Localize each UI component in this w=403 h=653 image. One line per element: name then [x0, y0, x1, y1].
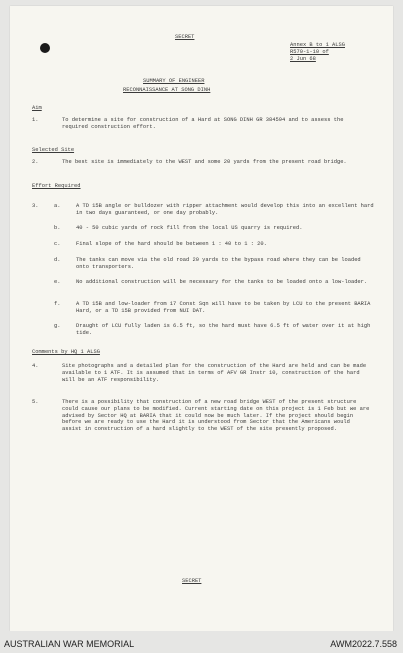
item-text: The tanks can move via the old road 20 yards to the bypass road where they can be loaded onto transporters.: [76, 257, 361, 270]
archive-reference: AWM2022.7.558: [330, 639, 397, 649]
paragraph-number: 3.: [32, 203, 39, 209]
archive-institution: AUSTRALIAN WAR MEMORIAL: [4, 639, 135, 649]
item-letter: g.: [54, 323, 61, 329]
paragraph-number: 5.: [32, 399, 39, 405]
item-text: 40 - 50 cubic yards of rock fill from the local US quarry is required.: [76, 225, 303, 231]
paragraph-number: 4.: [32, 363, 39, 369]
punch-hole: [40, 43, 50, 53]
item-text: No additional construction will be necessary for the tanks to be loaded onto a low-loader.: [76, 279, 368, 285]
title-line-1: SUMMARY OF ENGINEER: [143, 78, 205, 84]
item-letter: d.: [54, 257, 61, 263]
item-text: Draught of LCU fully laden is 6.5 ft, so the hard must have 6.5 ft of water over it at high tide.: [76, 323, 371, 336]
item-letter: a.: [54, 203, 61, 209]
paragraph-number: 1.: [32, 117, 39, 123]
doc-ref: R570-1-10 of: [290, 49, 329, 55]
title-line-2: RECONNAISSANCE AT SONG DINH: [123, 87, 211, 93]
heading-effort-required: Effort Required: [32, 183, 81, 189]
item-text: Final slope of the hard should be between 1 : 40 to 1 : 20.: [76, 241, 267, 247]
item-text: A TD 15B and low-loader from 17 Const Sqn will have to be taken by LCU to the present BARIA Hard, or a TD 15B provided from NUI DAT.: [76, 301, 371, 314]
item-letter: c.: [54, 241, 61, 247]
paragraph-text: Site photographs and a detailed plan for the construction of the Hard are held and can be made available to 1 ATF. It is assumed that in terms of AFV GR Instr 10, construction of the hard will be an ATF responsibility.: [62, 363, 367, 383]
item-text: A TD 15B angle or bulldozer with ripper attachment would develop this into an excellent hard in two days guaranteed, or one day probably.: [76, 203, 374, 216]
paragraph-text: To determine a site for construction of a Hard at SONG DINH GR 384594 and to assess the required construction effort.: [62, 117, 344, 130]
annex-ref: Annex B to 1 ALSG: [290, 42, 345, 48]
paragraph-text: There is a possibility that construction of a new road bridge WEST of the present structure could cause our plans to be modified. Current starting date on this project is 1 Feb but we are advised by Sector HQ at BARIA that it could now be much later. If the project should begin before we are ready to use the Hard it is understood from Sector that the Americans would assist in construction of a hard slightly to the WEST of the site presently proposed.: [62, 399, 370, 433]
archive-footer: [0, 631, 403, 653]
doc-date: 2 Jun 68: [290, 56, 316, 62]
item-letter: f.: [54, 301, 61, 307]
document-page: [10, 6, 393, 631]
item-letter: e.: [54, 279, 61, 285]
heading-aim: Aim: [32, 105, 42, 111]
classification-top: SECRET: [175, 34, 195, 40]
paragraph-number: 2.: [32, 159, 39, 165]
heading-comments: Comments by HQ 1 ALSG: [32, 349, 100, 355]
item-letter: b.: [54, 225, 61, 231]
paragraph-text: The best site is immediately to the WEST and some 20 yards from the present road bridge.: [62, 159, 347, 165]
classification-bottom: SECRET: [182, 578, 202, 584]
heading-selected-site: Selected Site: [32, 147, 75, 153]
